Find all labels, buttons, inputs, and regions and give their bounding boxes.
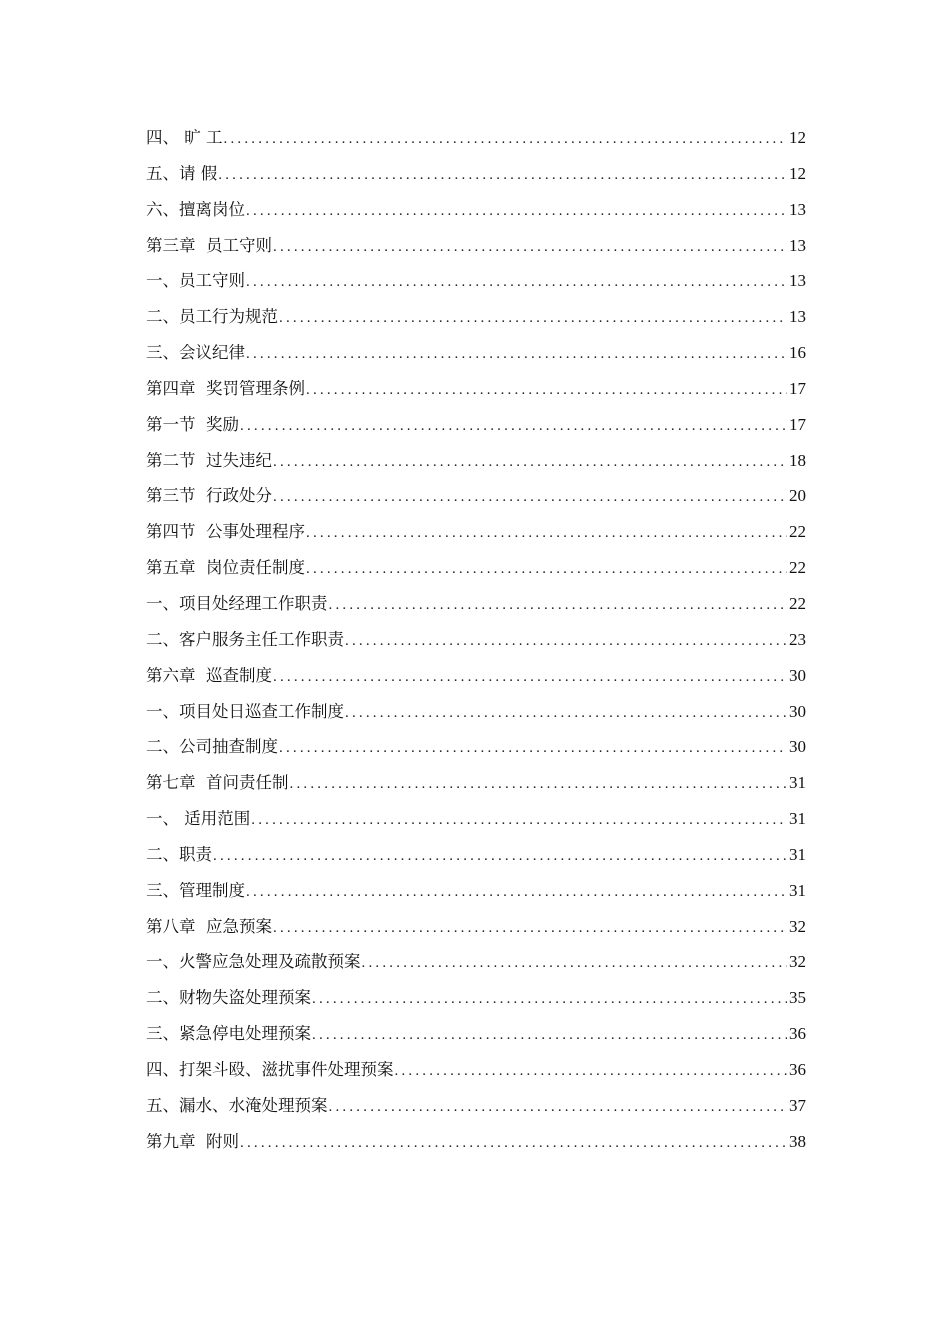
dot-leader — [279, 301, 787, 337]
dot-leader — [246, 337, 787, 373]
toc-entry-page: 13 — [789, 271, 806, 291]
dot-leader — [224, 122, 788, 158]
toc-entry-title: 第四章 奖罚管理条例 — [146, 378, 305, 398]
dot-leader — [279, 731, 787, 767]
toc-entry-page: 12 — [789, 163, 806, 183]
toc-entry-page: 13 — [789, 307, 806, 327]
toc-entry-page: 18 — [789, 450, 806, 470]
dot-leader — [273, 660, 787, 696]
dot-leader — [273, 480, 787, 516]
toc-entry[interactable] — [146, 550, 806, 586]
toc-entry-title: 第五章 岗位责任制度 — [146, 558, 305, 578]
toc-entry[interactable] — [146, 407, 806, 443]
dot-leader — [273, 445, 787, 481]
dot-leader — [290, 767, 788, 803]
dot-leader — [345, 696, 787, 732]
dot-leader — [312, 1018, 787, 1054]
toc-entry[interactable] — [146, 729, 806, 765]
dot-leader — [362, 946, 788, 982]
toc-entry-page: 13 — [789, 199, 806, 219]
toc-entry-page: 32 — [789, 952, 806, 972]
toc-entry-page: 16 — [789, 343, 806, 363]
toc-entry-page: 17 — [789, 378, 806, 398]
table-of-contents — [146, 120, 806, 1159]
toc-entry-page: 38 — [789, 1131, 806, 1151]
dot-leader — [329, 1090, 788, 1126]
toc-entry-page: 13 — [789, 235, 806, 255]
toc-entry-title: 三、会议纪律 — [146, 343, 245, 363]
toc-entry[interactable] — [146, 478, 806, 514]
toc-entry-title: 一、 适用范围 — [146, 809, 251, 829]
dot-leader — [306, 552, 787, 588]
toc-entry[interactable] — [146, 514, 806, 550]
toc-entry[interactable] — [146, 801, 806, 837]
toc-entry-title: 一、项目处日巡查工作制度 — [146, 701, 344, 721]
toc-entry-page: 20 — [789, 486, 806, 506]
toc-entry-page: 17 — [789, 414, 806, 434]
toc-entry-title: 二、公司抽查制度 — [146, 737, 278, 757]
toc-entry-title: 二、员工行为规范 — [146, 307, 278, 327]
toc-entry-title: 二、职责 — [146, 844, 212, 864]
toc-entry[interactable] — [146, 443, 806, 479]
toc-entry-title: 第八章 应急预案 — [146, 916, 272, 936]
toc-entry[interactable] — [146, 694, 806, 730]
toc-entry-page: 31 — [789, 880, 806, 900]
toc-entry-title: 五、请 假 — [146, 163, 218, 183]
toc-entry-page: 30 — [789, 737, 806, 757]
toc-entry-title: 第九章 附则 — [146, 1131, 239, 1151]
toc-entry-title: 一、火警应急处理及疏散预案 — [146, 952, 361, 972]
toc-entry[interactable] — [146, 622, 806, 658]
dot-leader — [312, 982, 787, 1018]
toc-entry-title: 二、客户服务主任工作职责 — [146, 629, 344, 649]
toc-entry[interactable] — [146, 765, 806, 801]
toc-entry-page: 36 — [789, 1024, 806, 1044]
dot-leader — [251, 803, 787, 839]
toc-entry[interactable] — [146, 1124, 806, 1160]
toc-entry-page: 22 — [789, 558, 806, 578]
toc-entry[interactable] — [146, 120, 806, 156]
toc-entry-title: 三、紧急停电处理预案 — [146, 1024, 311, 1044]
toc-entry[interactable] — [146, 263, 806, 299]
toc-entry-title: 四、 旷 工 — [146, 128, 223, 147]
toc-entry-title: 三、管理制度 — [146, 880, 245, 900]
toc-entry[interactable] — [146, 586, 806, 622]
toc-entry-title: 第四节 公事处理程序 — [146, 522, 305, 542]
dot-leader — [329, 588, 788, 624]
toc-entry[interactable] — [146, 335, 806, 371]
dot-leader — [246, 875, 787, 911]
toc-entry-title: 第三章 员工守则 — [146, 235, 272, 255]
toc-entry[interactable] — [146, 658, 806, 694]
toc-entry-page: 30 — [789, 701, 806, 721]
toc-entry[interactable] — [146, 909, 806, 945]
toc-entry[interactable] — [146, 873, 806, 909]
toc-entry[interactable] — [146, 299, 806, 335]
dot-leader — [273, 230, 787, 266]
toc-entry[interactable] — [146, 156, 806, 192]
toc-entry[interactable] — [146, 837, 806, 873]
dot-leader — [246, 194, 787, 230]
toc-entry-title: 第七章 首问责任制 — [146, 773, 289, 793]
dot-leader — [306, 373, 787, 409]
toc-entry-title: 六、擅离岗位 — [146, 199, 245, 219]
toc-entry-title: 四、打架斗殴、滋扰事件处理预案 — [146, 1059, 394, 1079]
toc-entry-title: 第二节 过失违纪 — [146, 450, 272, 470]
toc-entry-page: 22 — [789, 522, 806, 542]
toc-entry[interactable] — [146, 1088, 806, 1124]
toc-entry-page: 31 — [789, 809, 806, 829]
toc-entry-page: 37 — [789, 1095, 806, 1115]
toc-entry-title: 五、漏水、水淹处理预案 — [146, 1095, 328, 1115]
dot-leader — [395, 1054, 788, 1090]
dot-leader — [218, 158, 787, 194]
toc-entry[interactable] — [146, 1052, 806, 1088]
toc-entry-page: 30 — [789, 665, 806, 685]
toc-entry[interactable] — [146, 1016, 806, 1052]
dot-leader — [213, 839, 787, 875]
toc-entry-title: 第一节 奖励 — [146, 414, 239, 434]
dot-leader — [273, 911, 787, 947]
toc-entry-page: 36 — [789, 1059, 806, 1079]
dot-leader — [240, 1126, 787, 1162]
toc-entry[interactable] — [146, 228, 806, 264]
toc-entry[interactable] — [146, 944, 806, 980]
toc-entry-title: 第六章 巡查制度 — [146, 665, 272, 685]
toc-entry-page: 22 — [789, 593, 806, 613]
toc-entry[interactable] — [146, 371, 806, 407]
dot-leader — [246, 265, 787, 301]
toc-entry-page: 35 — [789, 988, 806, 1008]
toc-entry-page: 31 — [789, 773, 806, 793]
toc-entry-title: 二、财物失盗处理预案 — [146, 988, 311, 1008]
toc-entry-page: 12 — [789, 128, 806, 147]
dot-leader — [345, 624, 787, 660]
dot-leader — [240, 409, 787, 445]
toc-entry[interactable] — [146, 192, 806, 228]
toc-entry-title: 第三节 行政处分 — [146, 486, 272, 506]
toc-entry-page: 31 — [789, 844, 806, 864]
dot-leader — [306, 516, 787, 552]
toc-entry-page: 32 — [789, 916, 806, 936]
toc-entry[interactable] — [146, 980, 806, 1016]
toc-entry-title: 一、项目处经理工作职责 — [146, 593, 328, 613]
toc-entry-page: 23 — [789, 629, 806, 649]
toc-entry-title: 一、员工守则 — [146, 271, 245, 291]
